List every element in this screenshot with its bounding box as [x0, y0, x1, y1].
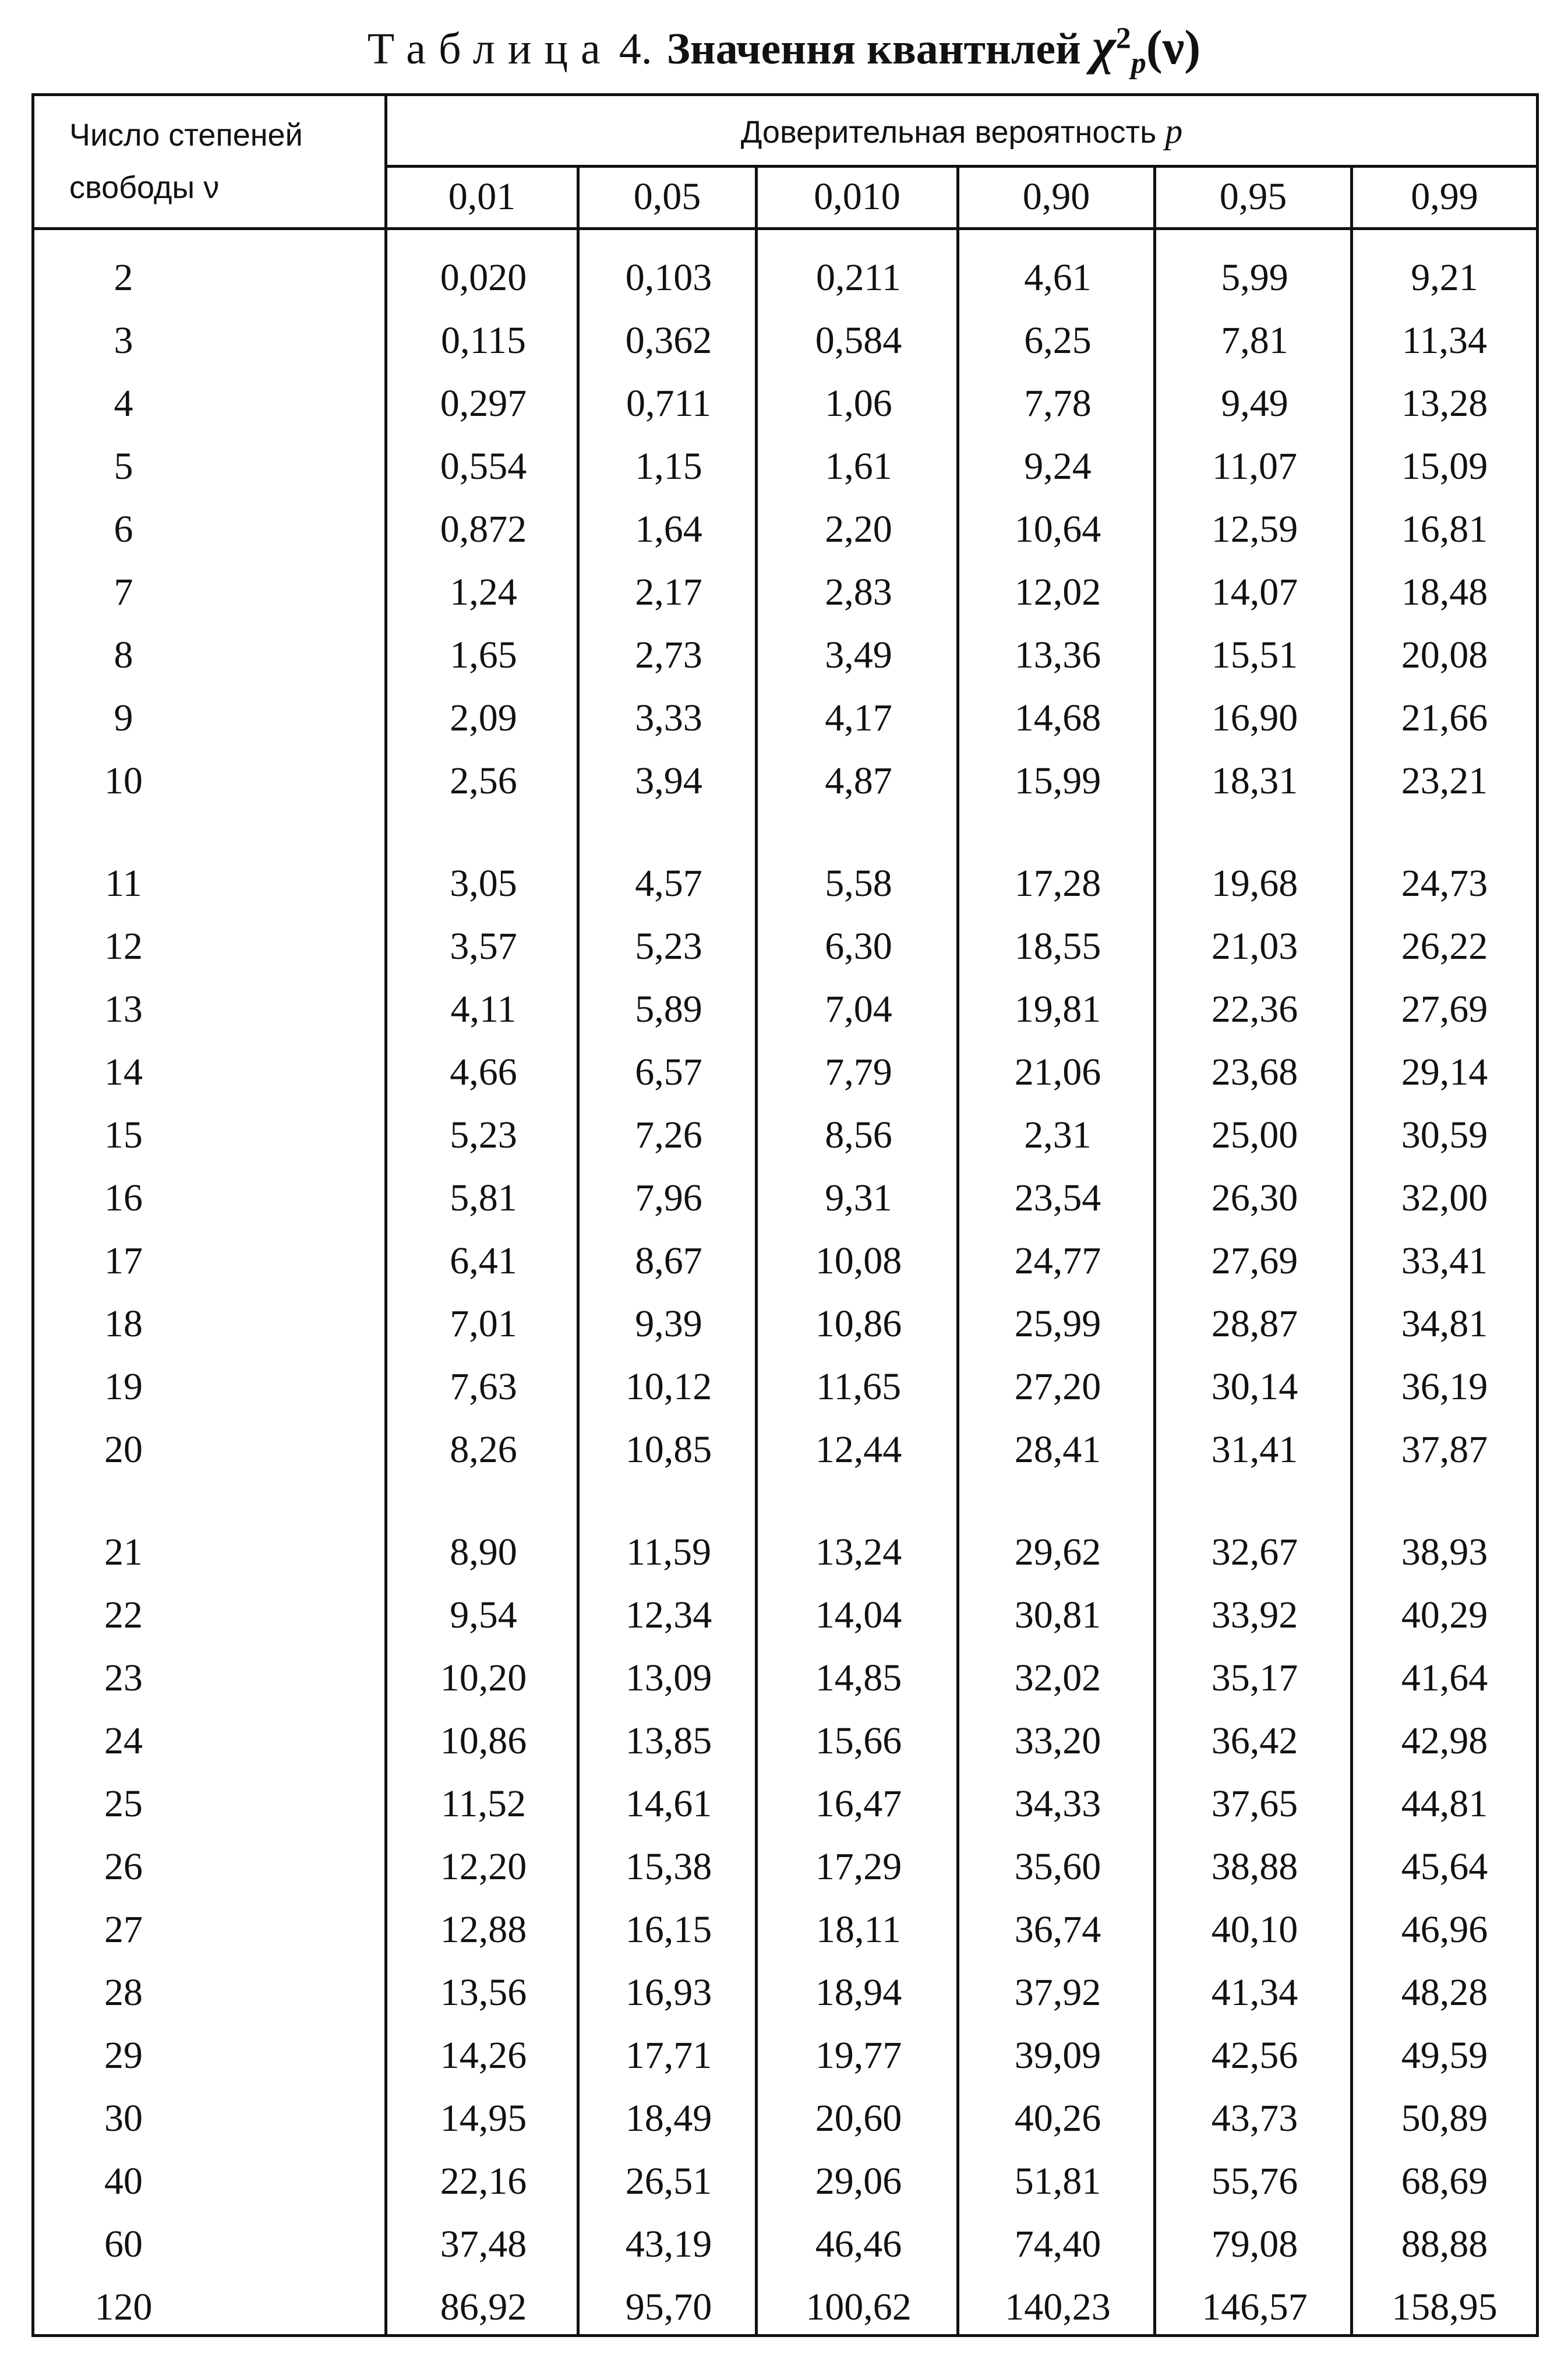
quantile-cell: 38,93 [1401, 1531, 1488, 1573]
quantile-cell: 2,31 [1024, 1114, 1092, 1156]
quantile-cell: 11,65 [815, 1365, 902, 1408]
dof-cell: 19 [104, 1365, 143, 1408]
quantile-cell: 11,34 [1401, 319, 1488, 362]
quantile-cell: 21,66 [1401, 697, 1488, 739]
quantile-cell: 24,73 [1401, 862, 1488, 905]
quantile-cell: 14,95 [440, 2097, 527, 2140]
probability-column-header: 0,010 [758, 168, 959, 227]
probability-symbol: p [1165, 112, 1183, 150]
quantile-cell: 18,94 [815, 1971, 902, 2014]
quantile-cell: 0,020 [440, 256, 527, 299]
quantile-cell: 10,20 [440, 1657, 527, 1699]
quantile-cell: 41,64 [1401, 1657, 1488, 1699]
chi-subscript: p [1131, 47, 1146, 80]
quantile-cell: 140,23 [1005, 2286, 1111, 2328]
quantile-cell: 5,23 [635, 925, 702, 968]
quantile-cell: 0,115 [440, 319, 527, 362]
table-row [34, 750, 1536, 813]
table-row [34, 1584, 1536, 1647]
quantile-cell: 18,11 [815, 1908, 902, 1951]
table-row [34, 1356, 1536, 1418]
table-row [34, 1521, 1536, 1584]
table-row [34, 561, 1536, 624]
quantile-cell: 48,28 [1401, 1971, 1488, 2014]
quantile-cell: 20,08 [1401, 634, 1488, 676]
quantile-cell: 4,57 [635, 862, 702, 905]
quantile-cell: 30,59 [1401, 1114, 1488, 1156]
table-row [34, 1961, 1536, 2024]
table-row [34, 246, 1536, 309]
quantile-cell: 32,00 [1401, 1177, 1488, 1219]
quantile-cell: 33,20 [1014, 1720, 1101, 1762]
quantile-cell: 9,54 [450, 1594, 517, 1636]
quantile-cell: 25,00 [1211, 1114, 1298, 1156]
table-row [34, 372, 1536, 435]
quantile-cell: 41,34 [1211, 1971, 1298, 2014]
table-row [34, 2150, 1536, 2213]
dof-cell: 21 [104, 1531, 143, 1573]
quantile-cell: 14,26 [440, 2034, 527, 2077]
quantile-cell: 11,07 [1212, 445, 1298, 488]
dof-cell: 12 [104, 925, 143, 968]
quantile-cell: 22,36 [1211, 988, 1298, 1030]
quantile-cell: 38,88 [1211, 1845, 1298, 1888]
quantile-cell: 7,81 [1221, 319, 1288, 362]
quantile-cell: 12,02 [1014, 571, 1101, 613]
quantile-cell: 51,81 [1014, 2160, 1101, 2202]
table-row [34, 1647, 1536, 1710]
dof-cell: 14 [104, 1051, 143, 1093]
table-number: 4. [619, 24, 652, 73]
quantile-cell: 15,09 [1401, 445, 1488, 488]
quantile-cell: 1,24 [450, 571, 517, 613]
dof-cell: 17 [104, 1240, 143, 1282]
quantile-cell: 28,41 [1014, 1428, 1101, 1471]
quantile-cell: 15,51 [1211, 634, 1298, 676]
quantile-cell: 37,48 [440, 2223, 527, 2265]
quantile-cell: 45,64 [1401, 1845, 1488, 1888]
quantile-cell: 79,08 [1211, 2223, 1298, 2265]
quantile-cell: 26,51 [625, 2160, 712, 2202]
quantile-cell: 23,21 [1401, 760, 1488, 802]
quantile-cell: 1,15 [635, 445, 702, 488]
quantile-cell: 5,23 [450, 1114, 517, 1156]
table-header [34, 96, 1536, 230]
quantile-cell: 0,554 [440, 445, 527, 488]
quantile-cell: 9,49 [1221, 382, 1288, 425]
quantile-cell: 27,69 [1401, 988, 1488, 1030]
probability-column-header: 0,95 [1156, 168, 1353, 227]
quantile-cell: 10,86 [815, 1302, 902, 1345]
table-row [34, 1773, 1536, 1835]
dof-cell: 11 [105, 862, 142, 905]
quantile-cell: 8,56 [825, 1114, 892, 1156]
dof-cell: 2 [114, 256, 133, 299]
quantile-cell: 29,62 [1014, 1531, 1101, 1573]
quantile-cell: 15,38 [625, 1845, 712, 1888]
quantile-cell: 46,46 [815, 2223, 902, 2265]
table-row [34, 2213, 1536, 2276]
quantile-cell: 23,54 [1014, 1177, 1101, 1219]
quantile-cell: 26,30 [1211, 1177, 1298, 1219]
dof-cell: 7 [114, 571, 133, 613]
quantile-cell: 18,48 [1401, 571, 1488, 613]
quantile-cell: 32,02 [1014, 1657, 1101, 1699]
quantile-cell: 12,59 [1211, 508, 1298, 550]
dof-header-line1: Число степеней [69, 118, 303, 153]
quantile-cell: 50,89 [1401, 2097, 1488, 2140]
quantile-cell: 19,77 [815, 2034, 902, 2077]
table-row [34, 1167, 1536, 1230]
quantile-cell: 7,01 [450, 1302, 517, 1345]
quantile-cell: 0,584 [815, 319, 902, 362]
quantile-cell: 14,68 [1014, 697, 1101, 739]
table-row [34, 1104, 1536, 1167]
quantile-cell: 15,66 [815, 1720, 902, 1762]
dof-cell: 27 [104, 1908, 143, 1951]
dof-cell: 9 [114, 697, 133, 739]
quantile-cell: 4,87 [825, 760, 892, 802]
quantile-cell: 18,31 [1211, 760, 1298, 802]
quantile-cell: 3,57 [450, 925, 517, 968]
quantile-cell: 10,85 [625, 1428, 712, 1471]
table-row [34, 1293, 1536, 1356]
quantile-cell: 37,65 [1211, 1782, 1298, 1825]
table-row [34, 1710, 1536, 1773]
quantile-cell: 35,60 [1014, 1845, 1101, 1888]
quantile-cell: 4,17 [825, 697, 892, 739]
quantile-cell: 14,61 [625, 1782, 712, 1825]
quantile-cell: 42,98 [1401, 1720, 1488, 1762]
quantile-cell: 17,29 [815, 1845, 902, 1888]
quantile-cell: 10,12 [625, 1365, 712, 1408]
quantile-cell: 0,297 [440, 382, 527, 425]
quantile-cell: 8,67 [635, 1240, 702, 1282]
quantile-cell: 40,26 [1014, 2097, 1101, 2140]
quantile-cell: 27,20 [1014, 1365, 1101, 1408]
quantile-cell: 2,17 [635, 571, 702, 613]
dof-cell: 30 [104, 2097, 143, 2140]
table-caption-text: Значення квантнлей [666, 24, 1081, 73]
quantile-cell: 6,30 [825, 925, 892, 968]
quantile-cell: 28,87 [1211, 1302, 1298, 1345]
quantile-cell: 8,90 [450, 1531, 517, 1573]
quantile-cell: 11,52 [440, 1782, 527, 1825]
probability-group-header [387, 96, 1536, 168]
dof-cell: 20 [104, 1428, 143, 1471]
quantile-cell: 5,58 [825, 862, 892, 905]
quantile-cell: 100,62 [806, 2286, 912, 2328]
quantile-cell: 4,61 [1024, 256, 1092, 299]
chi-symbol: χ [1092, 19, 1116, 75]
quantile-cell: 33,92 [1211, 1594, 1298, 1636]
dof-cell: 18 [104, 1302, 143, 1345]
quantile-cell: 43,73 [1211, 2097, 1298, 2140]
dof-cell: 6 [114, 508, 133, 550]
probability-column-header: 0,99 [1411, 175, 1478, 218]
quantile-cell: 26,22 [1401, 925, 1488, 968]
quantile-cell: 13,85 [625, 1720, 712, 1762]
quantile-cell: 14,85 [815, 1657, 902, 1699]
quantile-cell: 13,24 [815, 1531, 902, 1573]
quantile-cell: 13,28 [1401, 382, 1488, 425]
table-row [34, 2024, 1536, 2087]
quantile-cell: 9,31 [825, 1177, 892, 1219]
dof-cell: 29 [104, 2034, 143, 2077]
quantile-cell: 8,26 [450, 1428, 517, 1471]
quantile-cell: 17,71 [625, 2034, 712, 2077]
quantile-cell: 95,70 [625, 2286, 712, 2328]
quantile-cell: 21,03 [1211, 925, 1298, 968]
quantile-cell: 21,06 [1014, 1051, 1101, 1093]
dof-cell: 25 [104, 1782, 143, 1825]
quantile-cell: 40,29 [1401, 1594, 1488, 1636]
quantile-cell: 7,63 [450, 1365, 517, 1408]
dof-cell: 23 [104, 1657, 143, 1699]
quantile-cell: 49,59 [1401, 2034, 1488, 2077]
quantile-cell: 12,88 [440, 1908, 527, 1951]
table-row [34, 915, 1536, 978]
quantile-cell: 5,81 [450, 1177, 517, 1219]
quantile-cell: 13,09 [625, 1657, 712, 1699]
table-row [34, 435, 1536, 498]
quantile-cell: 34,33 [1014, 1782, 1101, 1825]
quantile-cell: 20,60 [815, 2097, 902, 2140]
quantile-cell: 34,81 [1401, 1302, 1488, 1345]
quantile-cell: 35,17 [1211, 1657, 1298, 1699]
quantile-cell: 42,56 [1211, 2034, 1298, 2077]
quantile-cell: 2,56 [450, 760, 517, 802]
quantile-cell: 7,78 [1024, 382, 1092, 425]
quantile-cell: 18,49 [625, 2097, 712, 2140]
dof-cell: 5 [114, 445, 133, 488]
quantile-cell: 88,88 [1401, 2223, 1488, 2265]
quantile-cell: 11,59 [626, 1531, 712, 1573]
table-row [34, 1835, 1536, 1898]
quantile-cell: 55,76 [1211, 2160, 1298, 2202]
quantile-cell: 9,39 [635, 1302, 702, 1345]
quantile-cell: 24,77 [1014, 1240, 1101, 1282]
quantile-cell: 6,41 [450, 1240, 517, 1282]
table-row [34, 852, 1536, 915]
quantile-cell: 7,96 [635, 1177, 702, 1219]
quantile-cell: 2,09 [450, 697, 517, 739]
dof-header [34, 96, 387, 227]
quantile-cell: 16,81 [1401, 508, 1488, 550]
quantile-cell: 37,87 [1401, 1428, 1488, 1471]
quantile-cell: 30,81 [1014, 1594, 1101, 1636]
quantile-cell: 3,33 [635, 697, 702, 739]
quantile-cell: 9,21 [1411, 256, 1478, 299]
quantile-cell: 33,41 [1401, 1240, 1488, 1282]
table-row [34, 1230, 1536, 1293]
dof-cell: 8 [114, 634, 133, 676]
quantile-cell: 12,34 [625, 1594, 712, 1636]
quantile-cell: 32,67 [1211, 1531, 1298, 1573]
table-row [34, 2087, 1536, 2150]
quantile-cell: 1,06 [825, 382, 892, 425]
quantile-cell: 14,04 [815, 1594, 902, 1636]
dof-cell: 13 [104, 988, 143, 1030]
quantile-cell: 4,11 [450, 988, 517, 1030]
quantile-cell: 16,15 [625, 1908, 712, 1951]
table-row [34, 1041, 1536, 1104]
quantile-cell: 43,19 [625, 2223, 712, 2265]
table-row [34, 309, 1536, 372]
table-row [34, 687, 1536, 750]
quantile-cell: 3,49 [825, 634, 892, 676]
quantile-cell: 10,64 [1014, 508, 1101, 550]
table-row [34, 498, 1536, 561]
quantile-cell: 0,362 [625, 319, 712, 362]
quantile-cell: 23,68 [1211, 1051, 1298, 1093]
quantile-cell: 3,94 [635, 760, 702, 802]
quantile-cell: 46,96 [1401, 1908, 1488, 1951]
dof-header-line2: свободы ν [69, 170, 220, 205]
quantile-cell: 18,55 [1014, 925, 1101, 968]
quantile-cell: 68,69 [1401, 2160, 1488, 2202]
quantile-cell: 6,25 [1024, 319, 1092, 362]
dof-cell: 28 [104, 1971, 143, 2014]
quantile-cell: 4,66 [450, 1051, 517, 1093]
quantile-cell: 12,20 [440, 1845, 527, 1888]
quantile-cell: 86,92 [440, 2286, 527, 2328]
quantile-cell: 0,103 [625, 256, 712, 299]
dof-cell: 3 [114, 319, 133, 362]
quantile-cell: 44,81 [1401, 1782, 1488, 1825]
quantile-cell: 7,04 [825, 988, 892, 1030]
quantile-cell: 0,211 [815, 256, 902, 299]
quantile-cell: 16,47 [815, 1782, 902, 1825]
table-title [0, 17, 1568, 80]
quantile-cell: 19,81 [1014, 988, 1101, 1030]
table-row [34, 978, 1536, 1041]
dof-cell: 22 [104, 1594, 143, 1636]
table-row [34, 1898, 1536, 1961]
dof-cell: 4 [114, 382, 133, 425]
dof-cell: 15 [104, 1114, 143, 1156]
quantile-cell: 13,56 [440, 1971, 527, 2014]
dof-cell: 26 [104, 1845, 143, 1888]
quantile-cell: 5,89 [635, 988, 702, 1030]
quantile-cell: 146,57 [1202, 2286, 1308, 2328]
quantile-cell: 36,42 [1211, 1720, 1298, 1762]
quantile-cell: 29,06 [815, 2160, 902, 2202]
quantile-cell: 25,99 [1014, 1302, 1101, 1345]
table-body [34, 246, 1536, 2339]
quantile-cell: 9,24 [1024, 445, 1092, 488]
quantile-cell: 30,14 [1211, 1365, 1298, 1408]
quantile-cell: 5,99 [1221, 256, 1288, 299]
quantile-cell: 40,10 [1211, 1908, 1298, 1951]
quantile-cell: 2,73 [635, 634, 702, 676]
quantile-cell: 16,93 [625, 1971, 712, 2014]
quantile-cell: 22,16 [440, 2160, 527, 2202]
quantile-cell: 6,57 [635, 1051, 702, 1093]
quantile-cell: 16,90 [1211, 697, 1298, 739]
dof-cell: 16 [104, 1177, 143, 1219]
quantile-cell: 12,44 [815, 1428, 902, 1471]
quantile-cell: 10,08 [815, 1240, 902, 1282]
dof-cell: 40 [104, 2160, 143, 2202]
quantile-cell: 10,86 [440, 1720, 527, 1762]
quantile-table [31, 93, 1539, 2337]
quantile-cell: 1,64 [635, 508, 702, 550]
quantile-cell: 39,09 [1014, 2034, 1101, 2077]
quantile-cell: 27,69 [1211, 1240, 1298, 1282]
table-row [34, 1418, 1536, 1481]
quantile-cell: 74,40 [1014, 2223, 1101, 2265]
table-caption-label: Таблица [367, 24, 613, 73]
quantile-cell: 14,07 [1211, 571, 1298, 613]
probability-column-header: 0,01 [387, 168, 580, 227]
probability-column-header: 0,05 [580, 168, 758, 227]
quantile-cell: 0,872 [440, 508, 527, 550]
quantile-cell: 31,41 [1211, 1428, 1298, 1471]
quantile-cell: 0,711 [626, 382, 712, 425]
quantile-cell: 13,36 [1014, 634, 1101, 676]
quantile-cell: 37,92 [1014, 1971, 1101, 2014]
probability-columns [387, 168, 1536, 227]
dof-cell: 60 [104, 2223, 143, 2265]
quantile-cell: 36,19 [1401, 1365, 1488, 1408]
probability-column-header: 0,90 [959, 168, 1156, 227]
chi-argument: (ν) [1146, 20, 1201, 75]
dof-cell: 24 [104, 1720, 143, 1762]
quantile-cell: 1,65 [450, 634, 517, 676]
quantile-cell: 19,68 [1211, 862, 1298, 905]
quantile-cell: 36,74 [1014, 1908, 1101, 1951]
table-row [34, 624, 1536, 687]
quantile-cell: 29,14 [1401, 1051, 1488, 1093]
quantile-cell: 3,05 [450, 862, 517, 905]
chi-superscript: 2 [1115, 22, 1131, 55]
quantile-cell: 2,83 [825, 571, 892, 613]
quantile-cell: 7,26 [635, 1114, 702, 1156]
table-row [34, 2276, 1536, 2339]
quantile-cell: 2,20 [825, 508, 892, 550]
quantile-cell: 158,95 [1392, 2286, 1498, 2328]
dof-cell: 120 [94, 2286, 153, 2328]
quantile-cell: 15,99 [1014, 760, 1101, 802]
probability-group-label: Доверительная вероятность [740, 115, 1157, 150]
dof-cell: 10 [104, 760, 143, 802]
quantile-cell: 1,61 [825, 445, 892, 488]
quantile-cell: 17,28 [1014, 862, 1101, 905]
quantile-cell: 7,79 [825, 1051, 892, 1093]
